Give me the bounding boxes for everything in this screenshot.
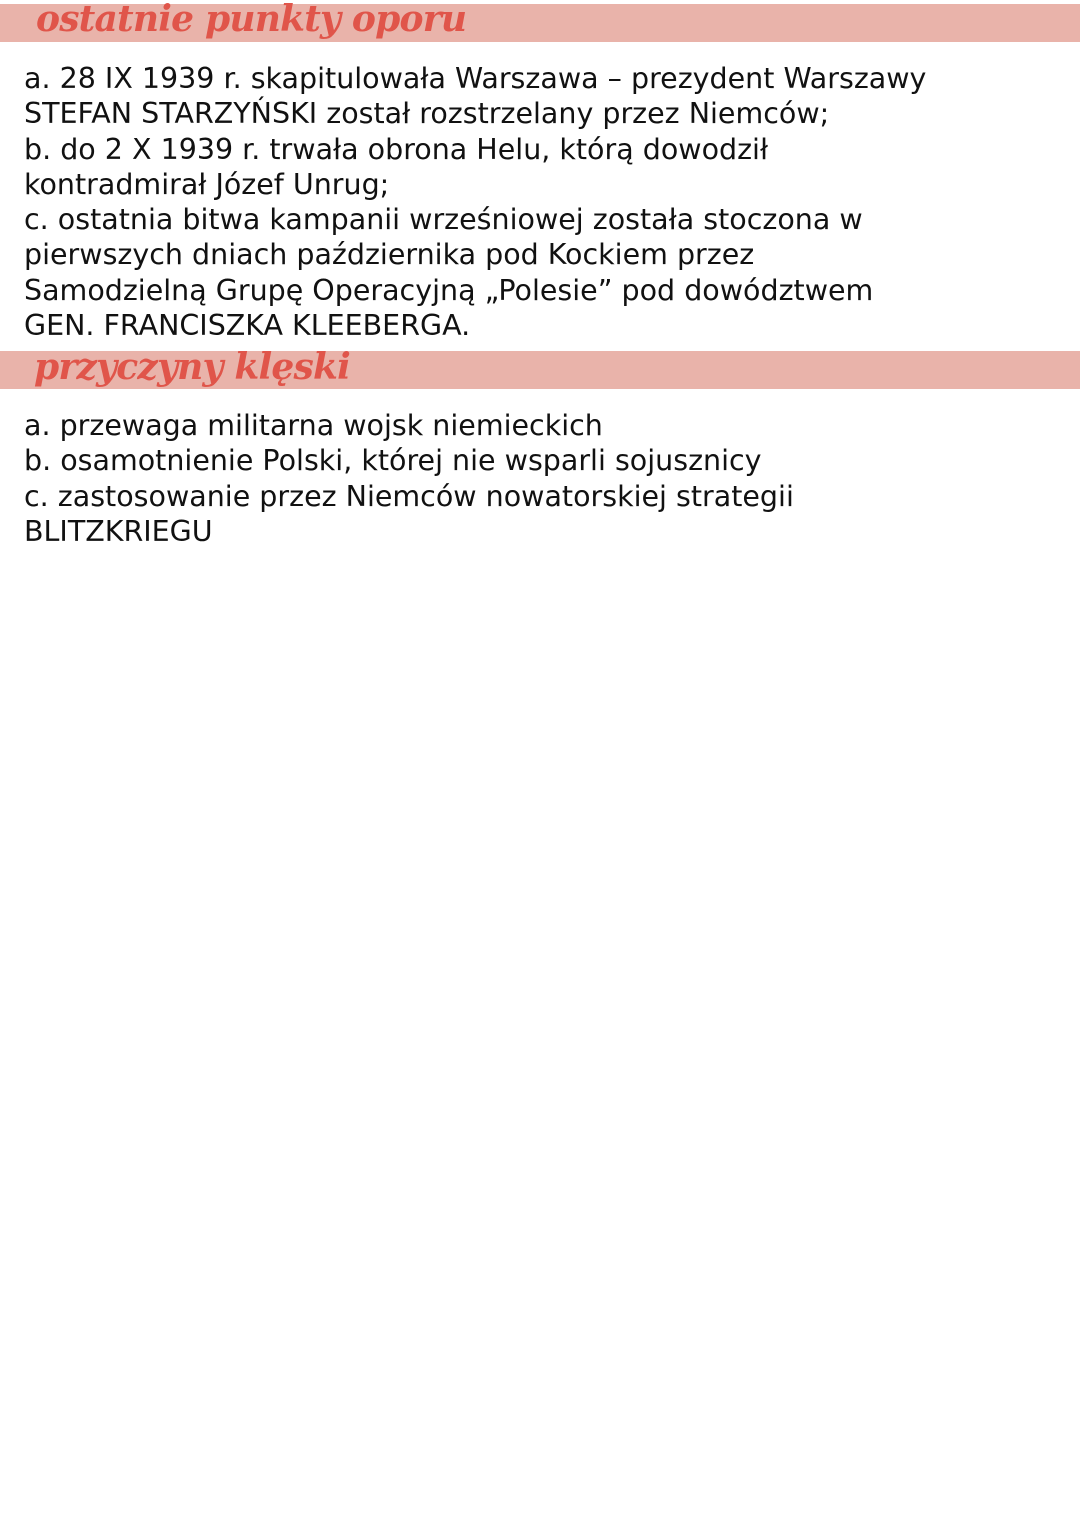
text-line: b. do 2 X 1939 r. trwała obrona Helu, którą dowodził: [24, 132, 769, 166]
text-line: c. ostatnia bitwa kampanii wrześniowej została stoczona w: [24, 203, 863, 237]
text-line: c. zastosowanie przez Niemców nowatorskiej strategii: [24, 479, 794, 513]
text-line: kontradmirał Józef Unrug;: [24, 167, 390, 201]
text-line: GEN. FRANCISZKA KLEEBERGA.: [24, 309, 471, 343]
section-heading: ostatnie punkty oporu: [36, 0, 467, 40]
text-line: pierwszych dniach października pod Kockiem przez: [24, 238, 755, 272]
text-line: Samodzielną Grupę Operacyjną „Polesie” pod dowództwem: [24, 273, 874, 307]
text-line: a. 28 IX 1939 r. skapitulowała Warszawa – prezydent Warszawy: [24, 62, 927, 95]
section-body: [24, 61, 1054, 343]
text-line: a. przewaga militarna wojsk niemieckich: [24, 409, 603, 442]
text-line: BLITZKRIEGU: [24, 514, 213, 548]
section-heading: przyczyny klęski: [34, 346, 351, 388]
text-line: STEFAN STARZYŃSKI został rozstrzelany przez Niemców;: [24, 97, 830, 131]
text-line: b. osamotnienie Polski, której nie wsparli sojusznicy: [24, 444, 762, 478]
section-body: [24, 408, 1054, 549]
